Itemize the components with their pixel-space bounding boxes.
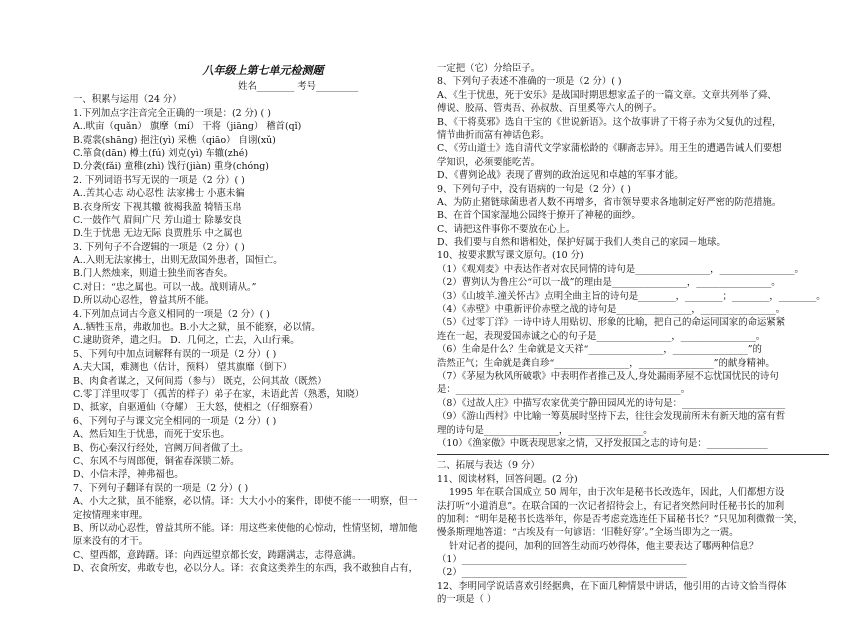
text-line: 二、拓展与表达（9 分）: [437, 460, 540, 472]
text-line: A、《生于忧患，死于安乐》是战国时期思想家孟子的一篇文章。文章共列举了舜、: [437, 89, 777, 101]
exam-title: 八年级上第七单元检测题: [202, 64, 324, 77]
text-line: 连在一起，表现爱国赤诚之心的句子是________________，________________。: [437, 330, 766, 342]
text-line: C.一鼓作气 眉间广尺 芳山道士 除暴安良: [73, 214, 242, 226]
text-line: （2）曹刿认为鲁庄公“可以一战”的理由是________________，________________。: [437, 277, 781, 289]
right-column: [437, 62, 829, 607]
text-line: （3）《山坡羊.潼关怀古》点明全曲主旨的诗句是________，________；________，________。: [437, 290, 826, 302]
text-line: （8）《过故人庄》中描写农家优美宁静田园风光的诗句是：______________________: [437, 397, 786, 409]
text-line: 12、李明同学说话喜欢引经据典，在下面几种情景中讲话，他引用的古诗文恰当得体: [437, 580, 787, 592]
text-line: 7、下列句子翻译有误的一项是（2 分）( ): [73, 482, 249, 494]
text-line: （7）《茅屋为秋风所破歌》中表明作者推己及人,身处漏雨茅屋不忘忧国忧民的诗句: [437, 370, 779, 382]
text-line: 1.下列加点字注音完全正确的一项是：(2 分) ( ): [73, 107, 271, 119]
text-line: C.对日：“忠之属也。可以一战。战则请从。”: [73, 281, 257, 293]
text-line: C、东风不与周郎便，铜雀春深锁二娇。: [73, 455, 240, 467]
text-line: D、小信未浮，神弗福也。: [73, 469, 184, 481]
text-line: D.生于忧患 无边无际 良贾胜乐 中之属也: [73, 228, 243, 240]
text-line: 6、下列句子与课文完全相同的一项是（2 分）( ): [73, 415, 277, 427]
text-line: 定按情理来审理。: [73, 509, 149, 521]
text-line: 傅说、胶鬲、管夷吾、孙叔敖、百里奚等六人的例子。: [437, 103, 663, 115]
text-line: 4.下列加点词古今意义相同的一项是（2 分）( ): [73, 308, 270, 320]
text-line: 10、按要求默写课文原句。(10 分): [437, 250, 584, 262]
text-line: A、然后知生于忧患，而死于安乐也。: [73, 429, 230, 441]
text-line: A..入则无法家拂士，出则无敌国外患者，国恒亡。: [73, 255, 283, 267]
text-line: 是：________________________________________________。: [437, 384, 691, 396]
text-line: D、我们要与自然和谐相处，保护好属于我们人类自己的家园－地球。: [437, 237, 726, 249]
text-line: A、小大之狱，虽不能察，必以情。译：大大小小的案件，即使不能一一明察，但一: [73, 496, 418, 508]
text-line: A..苦其心志 动心忍性 法家拂士 小惠未徧: [73, 188, 245, 200]
text-line: 慢条斯理地答道：“古埃及有一句谚语：‘旧鞋好穿’。”全场当即为之一震。: [437, 527, 739, 539]
text-line: 针对记者的提问，加利的回答生动而巧妙得体，他主要表达了哪两种信息？: [449, 540, 759, 552]
text-line: B.门人然烛来，则道士独坐而客杳矣。: [73, 268, 233, 280]
text-line: （2）________________________________________________: [437, 567, 687, 579]
text-line: 理的诗句是________________，________________。: [437, 424, 653, 436]
text-line: A、为防止猪链球菌患者人数不再增多，省市领导要求各地制定好严密的防范措施。: [437, 196, 782, 208]
text-line: 情节曲折而富有神话色彩。: [437, 129, 550, 141]
text-line: 法打听“小道消息”。在联合国的一次记者招待会上，有记者突然问时任秘书长的加利: [437, 500, 785, 512]
text-line: （10）《渔家傲》中既表现思家之情，又抒发报国之志的诗句是：_____________: [437, 437, 768, 449]
text-line: 姓名________ 考号_________: [238, 81, 359, 92]
text-line: 11、阅读材料，回答问题。(2 分): [437, 473, 578, 485]
left-column: [73, 62, 453, 575]
text-line: 5、下列句中加点词解释有误的一项是（2 分）( ): [73, 348, 277, 360]
text-line: 8、下列句子表述不准确的一项是（2 分）( ): [437, 76, 622, 88]
text-line: 浩然正气；生命就是龚自珍“________________，________________”的献身精神。: [437, 357, 775, 369]
text-line: A.夫大国，难测也（估计，预料） 望其旗靡（倒下）: [73, 362, 292, 374]
text-line: 的加利：“明年是秘书长选举年，你是否考虑竞选连任下届秘书长？”只见加利微微一笑，: [437, 513, 803, 525]
text-line: B、在首个国家湿地公园终于撩开了神秘的面纱。: [437, 210, 641, 222]
text-line: （1）________________________________________________: [437, 554, 687, 566]
text-line: C.逮助资斧，遣之归。 D．几何之，亡去，入山行乘。: [73, 335, 300, 347]
text-line: 3. 下列句子不合逻辑的一项是（2 分）( ): [73, 241, 245, 253]
text-line: （5）《过零丁洋》一诗中诗人用贴切、形象的比喻，把自己的命运同国家的命运紧紧: [437, 317, 786, 329]
text-line: （4）《赤壁》中重新评价赤壁之战的诗句是________________，________________。: [437, 304, 786, 316]
divider-line: [437, 454, 829, 455]
text-line: （9）《游山西村》中比喻一筹莫展时坚持下去，往往会发现前所未有新天地的富有哲: [437, 411, 786, 423]
text-line: B.霓裳(shāng) 挹注(yì) 采樵（qiāo） 自诩(xǔ): [73, 134, 276, 146]
text-line: 原来没有的才干。: [73, 536, 149, 548]
text-line: B、肉食者谋之，又何间焉（参与） 既克，公问其故（既然）: [73, 375, 327, 387]
text-line: B、伤心秦汉行经处，宫阙万间者做了土。: [73, 442, 249, 454]
text-line: 9、下列句子中，没有语病的一句是（2 分）( ): [437, 183, 631, 195]
text-line: A..畎亩（quǎn） 旗摩（mí） 干将（jiāng） 稽首(qǐ): [73, 121, 302, 133]
text-line: 一定把（它）分给臣子。: [437, 63, 541, 74]
text-line: D.所以动心忍性，曾益其所不能。: [73, 295, 215, 307]
text-line: D.分袭(fǎi) 童稚(zhì) 饯行(jiàn) 重身(chóng): [73, 161, 269, 173]
text-line: C.零丁洋里叹零丁（孤苦的样子）弟子在家，未语此苦（熟悉，知晓）: [73, 388, 365, 400]
text-line: 1995 年在联合国成立 50 周年，由于次年是秘书长改选年，因此，人们都想方设: [449, 487, 785, 499]
text-line: 一、积累与运用（24 分）: [73, 94, 182, 106]
text-line: C、《劳山道士》选自清代文学家蒲松龄的《聊斋志异》。用王生的遭遇告诫人们要想: [437, 143, 782, 155]
text-line: D、《曹刿论战》表现了曹刿的政治远见和卓越的军事才能。: [437, 170, 684, 182]
text-line: B.衣身所安 下视其辙 彼褐我盈 犄牾玉帛: [73, 201, 242, 213]
text-line: 学知识，必须要能吃苦。: [437, 156, 541, 168]
text-line: C、望西都，意踌躇。译：向西远望京都长安，踌躇满志，志得意满。: [73, 549, 362, 561]
text-line: B、所以动心忍性，曾益其所不能。译：用这些来使他的心惊动，性情坚韧，增加他: [73, 522, 418, 534]
text-line: C、请把这件事你不要放在心上。: [437, 223, 576, 235]
text-line: D、衣食所安，弗敢专也，必以分人。译：衣食这类养生的东西，我不敢独自占有，: [73, 563, 419, 575]
text-line: （6）生命是什么？生命就是文天祥“________________，________________”的: [437, 344, 762, 356]
text-line: 的一项是（ ）: [437, 594, 497, 606]
text-line: （1）《观刈麦》中表达作者对农民同情的诗句是________________，________________。: [437, 263, 804, 275]
text-line: D、抵家，自驱遁仙（夺耀） 王大怒，使相之（仔细察看）: [73, 402, 318, 414]
text-line: B、《干将莫邪》选自干宝的《世说新语》。这个故事讲了干将子赤为父复仇的过程，: [437, 116, 782, 128]
text-line: A..牺牲玉帛，弗敢加也。B.小大之狱，虽不能察，必以情。: [73, 322, 321, 334]
text-line: C.箪食(dān) 樽土(fú) 刘克(yì) 车辙(zhé): [73, 147, 248, 159]
text-line: 2. 下列词语书写无误的一项是（2 分）( ): [73, 174, 245, 186]
